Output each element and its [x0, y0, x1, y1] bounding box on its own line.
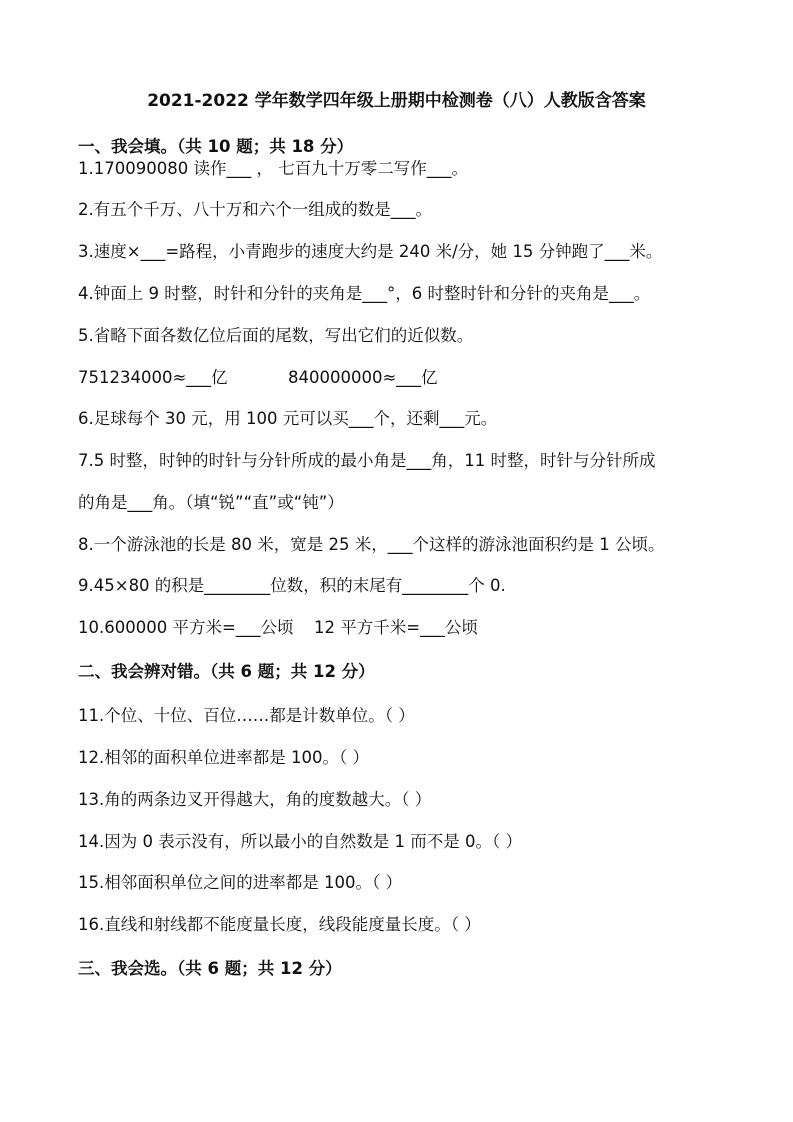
question-4: 4.钟面上 9 时整，时针和分针的夹角是___°，6 时整时针和分针的夹角是___。 — [78, 284, 651, 303]
question-12: 12.相邻的面积单位进率都是 100。（ ） — [78, 748, 369, 767]
question-7-line-2: 的角是___角。（填“锐”“直”或“钝”） — [78, 493, 344, 512]
question-15: 15.相邻面积单位之间的进率都是 100。（ ） — [78, 873, 402, 892]
question-5-part-a: 751234000≈___亿 — [78, 368, 228, 387]
question-16: 16.直线和射线都不能度量长度，线段能度量长度。（ ） — [78, 915, 481, 934]
question-8: 8.一个游泳池的长是 80 米，宽是 25 米，___个这样的游泳池面积约是 1 公顷。 — [78, 535, 665, 554]
question-7-line-1: 7.5 时整，时钟的时针与分针所成的最小角是___角，11 时整，时针与分针所成 — [78, 451, 656, 470]
question-6: 6.足球每个 30 元，用 100 元可以买___个，还剩___元。 — [78, 409, 498, 428]
question-1: 1.170090080 读作___ ， 七百九十万零二写作___。 — [78, 159, 468, 178]
question-10-part-a: 10.600000 平方米=___公顷 — [78, 618, 294, 637]
question-14: 14.因为 0 表示没有，所以最小的自然数是 1 而不是 0。（ ） — [78, 832, 522, 851]
question-9: 9.45×80 的积是________位数，积的末尾有________个 0. — [78, 576, 506, 595]
question-5: 5.省略下面各数亿位后面的尾数，写出它们的近似数。 — [78, 326, 474, 345]
section-1-heading: 一、我会填。（共 10 题；共 18 分） — [78, 137, 354, 156]
question-2: 2.有五个千万、八十万和六个一组成的数是___。 — [78, 200, 432, 219]
question-10-part-b: 12 平方千米=___公顷 — [314, 618, 478, 637]
section-2-heading: 二、我会辨对错。（共 6 题；共 12 分） — [78, 662, 375, 681]
section-3-heading: 三、我会选。（共 6 题；共 12 分） — [78, 959, 342, 978]
question-13: 13.角的两条边叉开得越大，角的度数越大。（ ） — [78, 790, 432, 809]
question-11: 11.个位、十位、百位……都是计数单位。（ ） — [78, 706, 415, 725]
document-title: 2021-2022 学年数学四年级上册期中检测卷（八）人教版含答案 — [147, 91, 646, 111]
question-5-part-b: 840000000≈___亿 — [288, 368, 438, 387]
question-3: 3.速度×___=路程，小青跑步的速度大约是 240 米/分，她 15 分钟跑了___米。 — [78, 242, 663, 261]
